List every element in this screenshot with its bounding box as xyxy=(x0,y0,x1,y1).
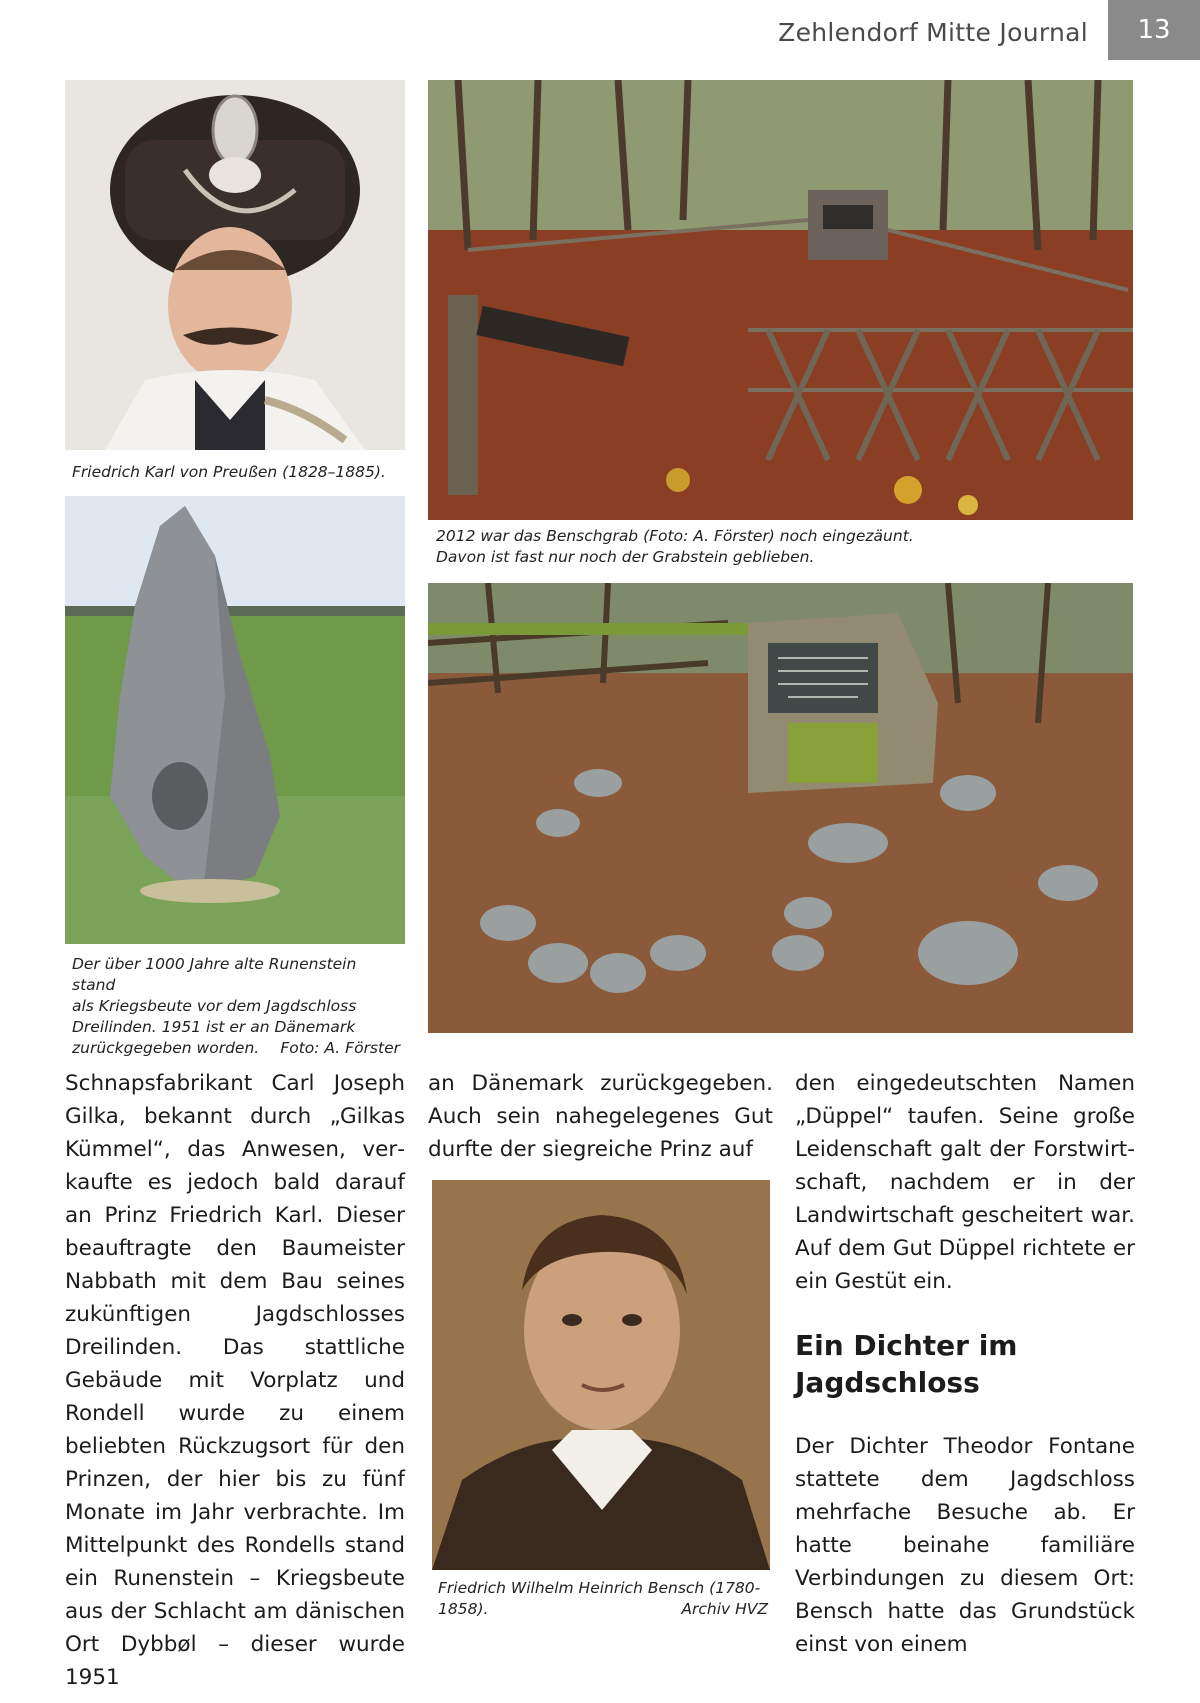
prince-caption: Friedrich Karl von Preußen (1828–1885). xyxy=(72,463,386,481)
runestone-caption-row xyxy=(72,1038,400,1059)
grave-2012-caption-line1: 2012 war das Benschgrab (Foto: A. Förster) noch eingezäunt. xyxy=(436,527,914,545)
section-heading-line1: Ein Dichter im xyxy=(795,1329,1018,1362)
article-column-3-top-text: den eingedeutschten Namen „Düppel“ taufen. Seine große Leidenschaft galt der Forstwirtschaft, nachdem er in der Landwirtschaft gescheitert war. Auf dem Gut Düppel richtete er ein Gestüt ein. xyxy=(795,1071,1135,1294)
bensch-photo-credit: Archiv HVZ xyxy=(681,1600,768,1618)
article-column-3-top xyxy=(795,1067,1135,1298)
section-heading xyxy=(795,1327,1135,1401)
bensch-portrait-photo xyxy=(432,1180,770,1570)
runestone-photo-credit: Foto: A. Förster xyxy=(280,1039,400,1057)
page-number: 13 xyxy=(1108,0,1200,60)
runestone-caption-line1: Der über 1000 Jahre alte Runenstein stand xyxy=(72,955,357,994)
bensch-caption-line2: 1858). xyxy=(438,1600,489,1618)
grave-2012-caption-line2: Davon ist fast nur noch der Grabstein geblieben. xyxy=(436,548,815,566)
bensch-caption xyxy=(438,1578,768,1620)
article-column-3-bottom-text: Der Dichter Theodor Fontane stattete dem Jagdschloss mehrfache Besuche ab. Er hatte beinahe familiäre Verbindungen zu diesem Ort: Bensch hatte das Grundstück einst von einem xyxy=(795,1434,1135,1657)
runestone-caption xyxy=(72,954,400,1059)
runestone-photo xyxy=(65,496,405,944)
runestone-caption-line4: zurückgegeben worden. xyxy=(72,1039,260,1057)
bensch-caption-row xyxy=(438,1599,768,1620)
grave-now-photo xyxy=(428,583,1133,1033)
section-heading-line2: Jagdschloss xyxy=(795,1366,980,1399)
grave-2012-caption xyxy=(436,526,914,568)
article-column-3-bottom xyxy=(795,1430,1135,1661)
article-column-1-text: Schnapsfabrikant Carl Joseph Gilka, bekannt durch „Gilkas Kümmel“, das Anwesen, verkaufte es jedoch bald darauf an Prinz Friedrich Karl. Dieser beauftragte den Baumeister Nabbath mit dem Bau seines zukünftigen Jagdschlosses Dreilinden. Das stattliche Gebäude mit Vorplatz und Rondell wurde zu einem beliebten Rückzugsort für den Prinzen, der hier bis zu fünf Monate im Jahr verbrachte. Im Mittelpunkt des Rondells stand ein Runenstein – Kriegsbeute aus der Schlacht am dänischen Ort Dybbøl – dieser wurde 1951 xyxy=(65,1071,405,1690)
runestone-caption-line3: Dreilinden. 1951 ist er an Dänemark xyxy=(72,1018,356,1036)
journal-title: Zehlendorf Mitte Journal xyxy=(778,18,1088,47)
article-column-2 xyxy=(428,1067,773,1166)
prince-portrait-photo xyxy=(65,80,405,450)
runestone-caption-line2: als Kriegsbeute vor dem Jagdschloss xyxy=(72,997,357,1015)
article-column-1 xyxy=(65,1067,405,1694)
bensch-caption-line1: Friedrich Wilhelm Heinrich Bensch (1780- xyxy=(438,1579,761,1597)
grave-2012-photo xyxy=(428,80,1133,520)
article-column-2-text: an Dänemark zurückgegeben. Auch sein nahegelegenes Gut durfte der siegreiche Prinz auf xyxy=(428,1071,773,1162)
